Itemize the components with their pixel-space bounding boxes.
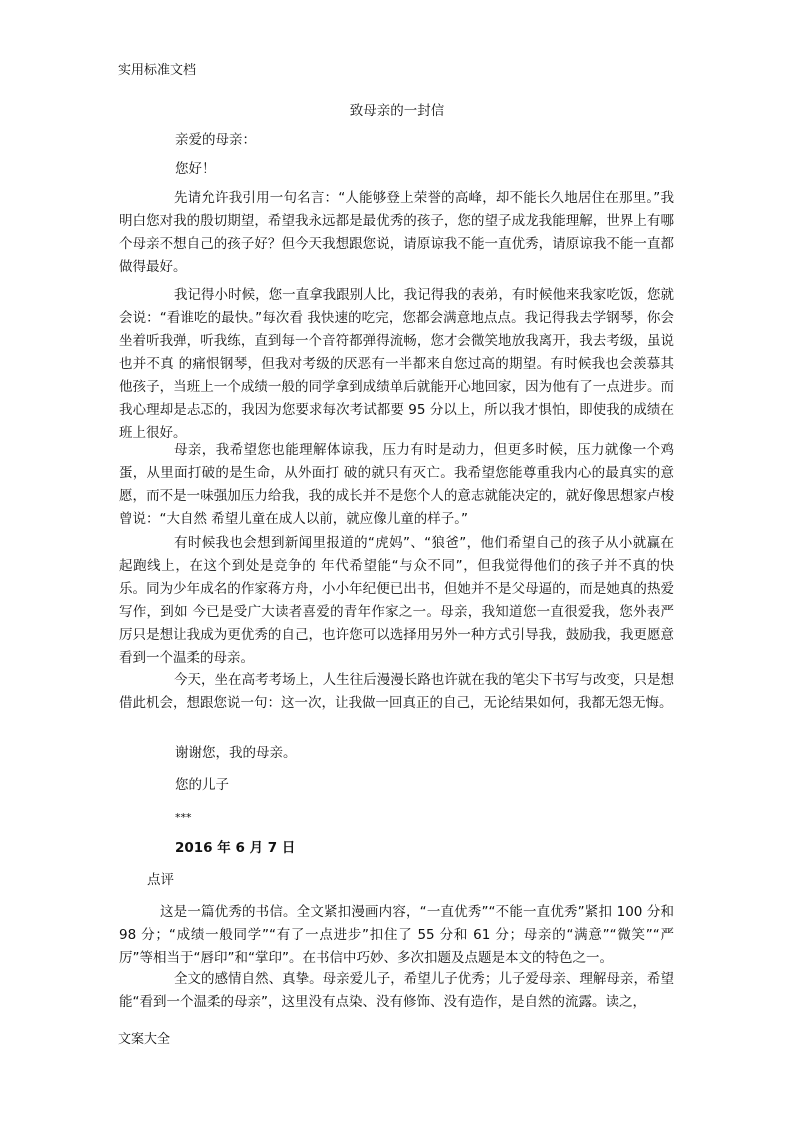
salutation: 亲爱的母亲： [175,132,256,148]
letter-title: 致母亲的一封信 [349,103,445,119]
greeting: 您好！ [175,161,216,177]
letter-paragraph-2: 我记得小时候，您一直拿我跟别人比，我记得我的表弟，有时候他来我家吃饭，您就会说：“看谁吃的最快。”每次看 我快速的吃完，您都会满意地点点。我记得我去学钢琴，你会坐着听我弹，听我练，直到每一个音符都弹得流畅，您才会微笑地放我离开，我去考级，虽说也并不真 的痛恨钢琴，但我对考级的厌恶有一半都来自您过高的期望。有时候我也会羡慕其他孩子，当班上一个成绩一般的同学拿到成绩单后就能开心地回家，因为他有了一点进步。而我心理却是忐忑的，我因为您要求每次考试都要 95 分以上，所以我才惧怕，即使我的成绩在班上很好。 [119,287,674,441]
letter-date: 2016 年 6 月 7 日 [175,840,296,856]
separator: *** [175,811,192,824]
letter-paragraph-4: 有时候我也会想到新闻里报道的“虎妈”、“狼爸”，他们希望自己的孩子从小就赢在起跑线上，在这个到处是竞争的 年代希望能“与众不同”，但我觉得他们的孩子并不真的快乐。同为少年成名的作家蒋方舟，小小年纪便已出书，但她并不是父母逼的，而是她真的热爱写作，到如 今已是受广大读者喜爱的青年作家之一。母亲，我知道您一直很爱我，您外表严厉只是想让我成为更优秀的自己，也许您可以选择用另外一种方式引导我，鼓励我，我更愿意看到一个温柔的母亲。 [119,535,674,666]
signature: 您的儿子 [175,777,229,793]
thanks-line: 谢谢您，我的母亲。 [175,745,297,761]
commentary-heading: 点评 [147,872,174,888]
page-footer-label: 文案大全 [118,1032,171,1047]
letter-paragraph-1: 先请允许我引用一句名言：“人能够登上荣誉的高峰，却不能长久地居住在那里。”我明白您对我的殷切期望，希望我永远都是最优秀的孩子，您的望子成龙我能理解，世界上有哪个母亲不想自己的孩子好？但今天我想跟您说，请原谅我不能一直优秀，请原谅我不能一直都做得最好。 [119,190,674,275]
page-header-label: 实用标准文档 [118,63,197,78]
letter-paragraph-3: 母亲，我希望您也能理解体谅我，压力有时是动力，但更多时候，压力就像一个鸡蛋，从里面打破的是生命，从外面打 破的就只有灭亡。我希望您能尊重我内心的最真实的意愿，而不是一味强加压力给我，我的成长并不是您个人的意志就能决定的，就好像思想家卢梭曾说：“大自然 希望儿童在成人以前，就应像儿童的样子。” [119,442,674,527]
commentary-paragraph-2: 全文的感情自然、真挚。母亲爱儿子，希望儿子优秀；儿子爱母亲、理解母亲，希望能“看到一个温柔的母亲”，这里没有点染、没有修饰、没有造作，是自然的流露。读之， [119,971,674,1010]
commentary-paragraph-1: 这是一篇优秀的书信。全文紧扣漫画内容，“一直优秀”“不能一直优秀”紧扣 100 分和 98 分；“成绩一般同学”“有了一点进步”扣住了 55 分和 61 分；母亲的“满意”“微笑”“严厉”等相当于“唇印”和“掌印”。在书信中巧妙、多次扣题及点题是本文的特色之一。 [119,904,674,966]
letter-paragraph-5: 今天，坐在高考考场上，人生往后漫漫长路也许就在我的笔尖下书写与改变，只是想借此机会，想跟您说一句：这一次，让我做一回真正的自己，无论结果如何，我都无怨无悔。 [119,672,674,711]
